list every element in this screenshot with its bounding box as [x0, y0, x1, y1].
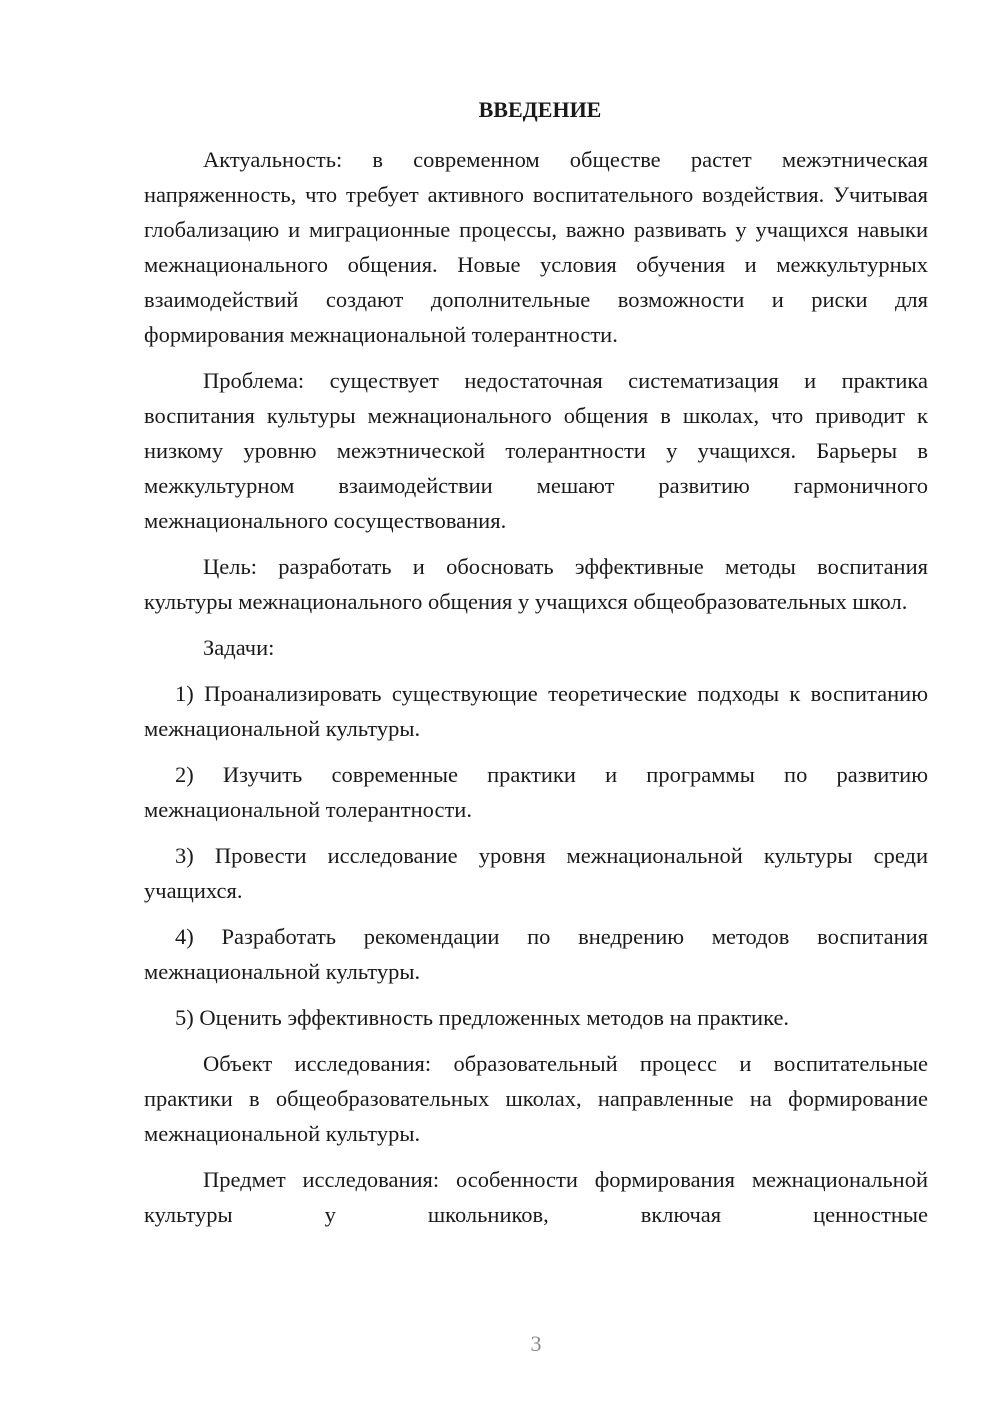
task-item-4: 4) Разработать рекомендации по внедрению методов воспитания межнациональной культуры.	[144, 924, 928, 984]
page-content	[144, 92, 928, 1232]
task-item-3: 3) Провести исследование уровня межнациональной культуры среди учащихся.	[144, 843, 928, 903]
tasks-heading: Задачи:	[203, 635, 275, 660]
task-item-2: 2) Изучить современные практики и программы по развитию межнациональной толерантности.	[144, 762, 928, 822]
paragraph-object: Объект исследования: образовательный процесс и воспитательные практики в общеобразовательных школах, направленные на формирование межнациональной культуры.	[144, 1051, 928, 1146]
task-item-5: 5) Оценить эффективность предложенных методов на практике.	[175, 1005, 790, 1030]
paragraph-problem: Проблема: существует недостаточная систематизация и практика воспитания культуры межнационального общения в школах, что приводит к низкому уровню межэтнической толерантности у учащихся. Барьеры в межкультурном взаимодействии мешают развитию гармоничного межнационального сосуществования.	[144, 368, 928, 533]
task-item-1: 1) Проанализировать существующие теоретические подходы к воспитанию межнациональной культуры.	[144, 681, 928, 741]
paragraph-subject: Предмет исследования: особенности формирования межнациональной культуры у школьников, включая ценностные	[144, 1167, 928, 1227]
paragraph-relevance: Актуальность: в современном обществе растет межэтническая напряженность, что требует активного воспитательного воздействия. Учитывая глобализацию и миграционные процессы, важно развивать у учащихся навыки межнационального общения. Новые условия обучения и межкультурных взаимодействий создают дополнительные возможности и риски для формирования межнациональной толерантности.	[144, 147, 928, 347]
page-title: ВВЕДЕНИЕ	[478, 97, 602, 122]
paragraph-goal: Цель: разработать и обосновать эффективные методы воспитания культуры межнационального общения у учащихся общеобразовательных школ.	[144, 554, 928, 614]
page-number: 3	[530, 1331, 542, 1356]
